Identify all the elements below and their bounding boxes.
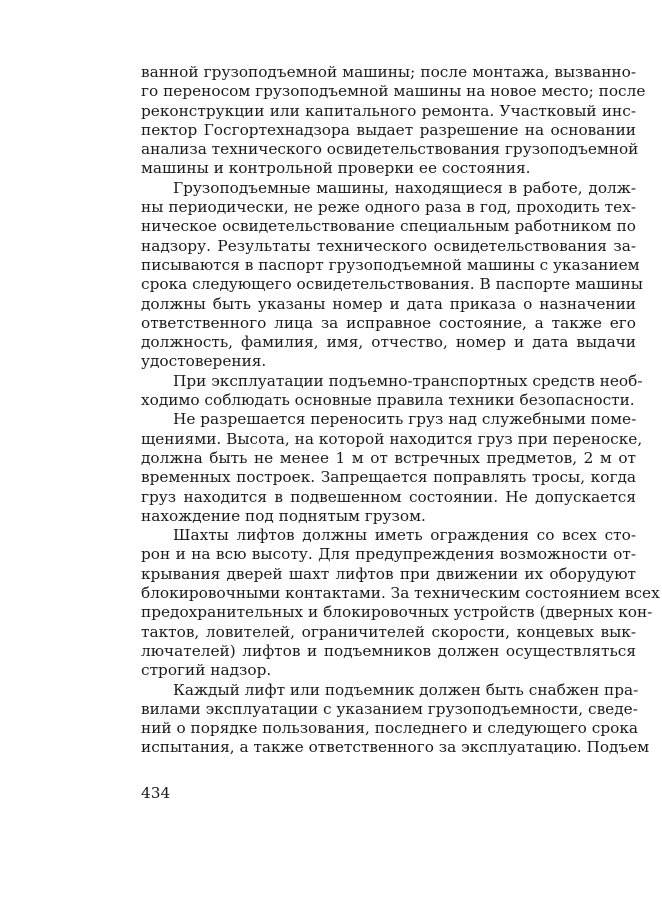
text-line: щениями. Высота, на которой находится груз при переноске, — [141, 429, 643, 448]
text-line: Грузоподъемные машины, находящиеся в работе, долж- — [173, 178, 636, 197]
text-line: При эксплуатации подъемно-транспортных средств необ- — [173, 371, 643, 390]
text-line: анализа технического освидетельствования грузоподъемной — [141, 140, 639, 159]
text-line: нахождение под поднятым грузом. — [141, 506, 426, 525]
text-line: срока следующего освидетельствования. В паспорте машины — [141, 275, 643, 294]
text-line: ний о порядке пользования, последнего и следующего срока — [141, 719, 638, 738]
text-line: должна быть не менее 1 м от встречных предметов, 2 м от — [141, 448, 636, 467]
body-text — [141, 63, 660, 758]
text-line: вилами эксплуатации с указанием грузоподъемности, сведе- — [141, 699, 638, 718]
text-line: должность, фамилия, имя, отчество, номер и дата выдачи — [141, 333, 636, 352]
page-number: 434 — [141, 784, 171, 802]
text-line: должны быть указаны номер и дата приказа о назначении — [141, 294, 636, 313]
text-line: пектор Госгортехнадзора выдает разрешение на основании — [141, 120, 636, 139]
text-line: Не разрешается переносить груз над служебными поме- — [173, 410, 637, 429]
text-line: рон и на всю высоту. Для предупреждения возможности от- — [141, 545, 636, 564]
text-line: го переносом грузоподъемной машины на новое место; после — [141, 82, 646, 101]
text-line: блокировочными контактами. За техническим состоянием всех — [141, 584, 660, 603]
text-line: временных построек. Запрещается поправлять тросы, когда — [141, 468, 636, 487]
text-line: удостоверения. — [141, 352, 267, 371]
text-line: машины и контрольной проверки ее состояния. — [141, 159, 531, 178]
text-line: ходимо соблюдать основные правила техники безопасности. — [141, 391, 635, 410]
text-line: лючателей) лифтов и подъемников должен осуществляться — [141, 641, 636, 660]
text-line: Каждый лифт или подъемник должен быть снабжен пра- — [173, 680, 639, 699]
text-line: строгий надзор. — [141, 661, 272, 680]
text-line: испытания, а также ответственного за эксплуатацию. Подъем — [141, 738, 650, 757]
text-line: ответственного лица за исправное состояние, а также его — [141, 313, 636, 332]
text-line: груз находится в подвешенном состоянии. Не допускается — [141, 487, 636, 506]
text-line: предохранительных и блокировочных устройств (дверных кон- — [141, 603, 653, 622]
text-line: реконструкции или капитального ремонта. Участковый инс- — [141, 101, 636, 120]
text-line: надзору. Результаты технического освидетельствования за- — [141, 236, 636, 255]
text-line: ны периодически, не реже одного раза в год, проходить тех- — [141, 198, 636, 217]
text-line: писываются в паспорт грузоподъемной машины с указанием — [141, 255, 640, 274]
text-line: Шахты лифтов должны иметь ограждения со всех сто- — [173, 526, 636, 545]
text-line: тактов, ловителей, ограничителей скорости, концевых вык- — [141, 622, 636, 641]
text-line: ническое освидетельствование специальным работником по — [141, 217, 636, 236]
text-line: ванной грузоподъемной машины; после монтажа, вызванно- — [141, 63, 636, 81]
text-line: крывания дверей шахт лифтов при движении их оборудуют — [141, 564, 636, 583]
